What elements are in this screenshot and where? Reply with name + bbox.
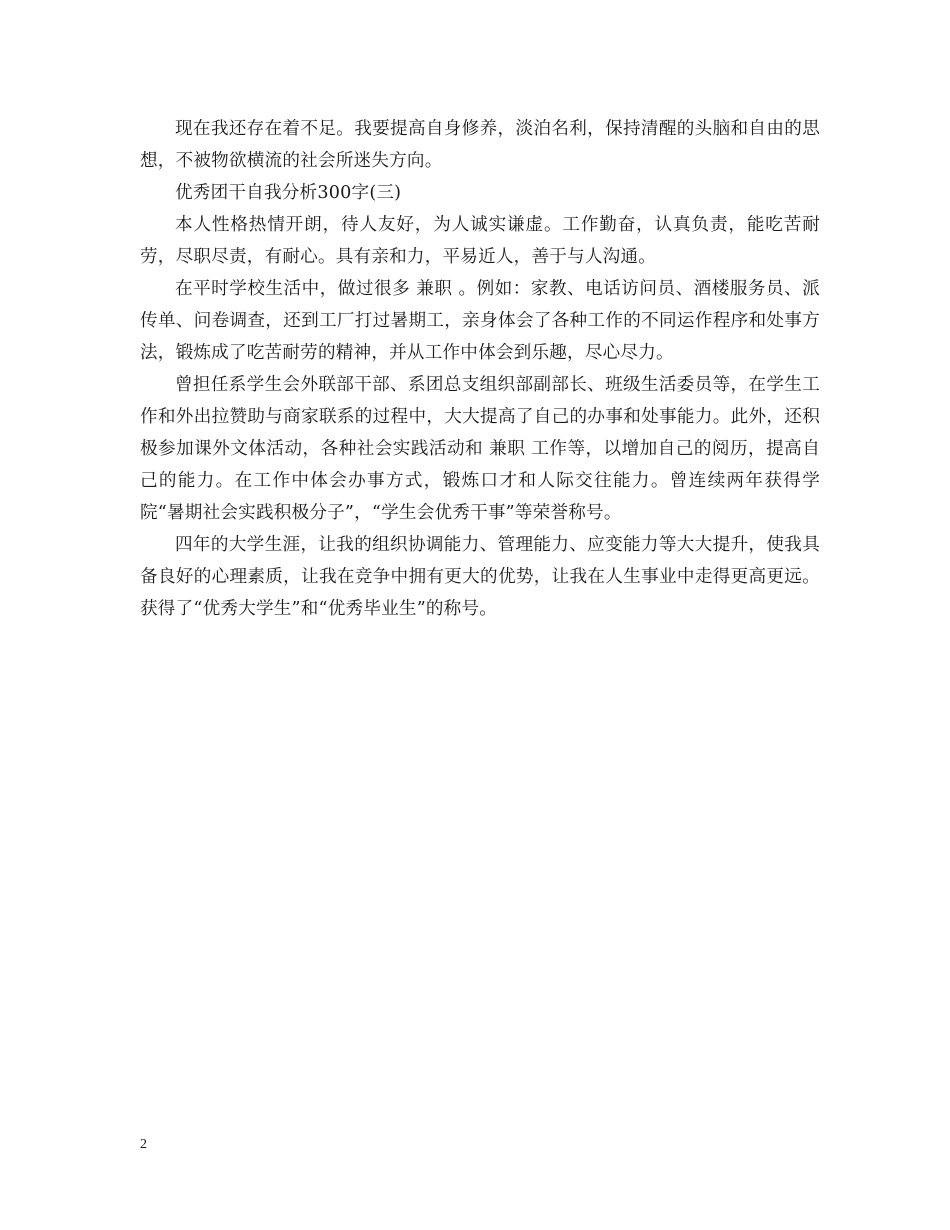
paragraph-personality: 本人性格热情开朗，待人友好，为人诚实谦虚。工作勤奋，认真负责，能吃苦耐劳，尽职尽责，有耐心。具有亲和力，平易近人，善于与人沟通。 xyxy=(140,215,820,267)
paragraph-university-summary: 四年的大学生涯，让我的组织协调能力、管理能力、应变能力等大大提升，使我具备良好的心理素质，让我在竞争中拥有更大的优势，让我在人生事业中走得更高更远。获得了“优秀大学生”和“优秀毕业生”的称号。 xyxy=(140,535,820,619)
page-number: 2 xyxy=(140,1137,147,1152)
section-heading: 优秀团干自我分析300字(三) xyxy=(175,183,402,203)
paragraph-self-improvement: 现在我还存在着不足。我要提高自身修养，淡泊名利，保持清醒的头脑和自由的思想，不被物欲横流的社会所迷失方向。 xyxy=(140,119,820,171)
paragraph-part-time-work: 在平时学校生活中，做过很多 兼职 。例如：家教、电话访问员、酒楼服务员、派传单、问卷调查，还到工厂打过暑期工，亲身体会了各种工作的不同运作程序和处事方法，锻炼成了吃苦耐劳的精神，并从工作中体会到乐趣，尽心尽力。 xyxy=(140,279,820,363)
paragraph-student-union: 曾担任系学生会外联部干部、系团总支组织部副部长、班级生活委员等，在学生工作和外出拉赞助与商家联系的过程中，大大提高了自己的办事和处事能力。此外，还积极参加课外文体活动，各种社会实践活动和 兼职 工作等，以增加自己的阅历，提高自己的能力。在工作中体会办事方式，锻炼口才和人际交往能力。曾连续两年获得学院“暑期社会实践积极分子”，“学生会优秀干事”等荣誉称号。 xyxy=(140,375,820,523)
document-body xyxy=(140,113,820,625)
